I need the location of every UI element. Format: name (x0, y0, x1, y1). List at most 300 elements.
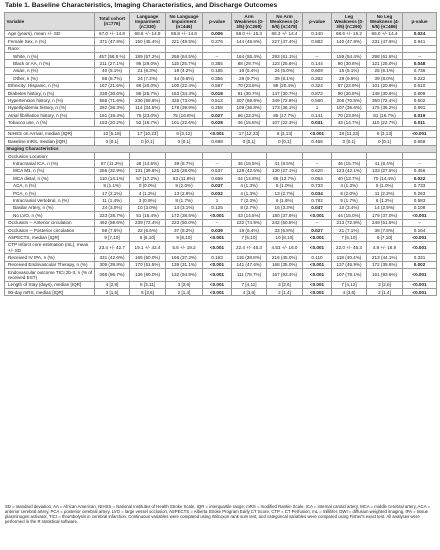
table-cell: 350 (72.4%) (367, 97, 403, 104)
table-cell: 88 (29.7%) (232, 60, 267, 67)
table-cell: 0.022 (403, 175, 437, 182)
table-cell (367, 153, 403, 160)
table-cell: 96 (29.0%) (130, 60, 166, 67)
row-label: MCA M1, n (%) (5, 167, 95, 174)
row-label: ASPECTS, median [IQR] (5, 234, 95, 241)
table-cell: 268 (64.5%) (166, 52, 203, 59)
table-cell: 223 (50.0%) (166, 219, 203, 226)
table-cell: 4.53 +/- 16.0 (267, 241, 303, 254)
table-row (5, 82, 437, 89)
table-cell: 44 (9.8%) (166, 75, 203, 82)
table-cell (267, 153, 303, 160)
table-cell: 0 [0,1] (130, 138, 166, 145)
table-cell: 101 (22.6%) (166, 119, 203, 126)
header-cell: No Leg Weakness (4-5/5) (n=486) (367, 13, 403, 31)
table-cell: 43 (14.5%) (232, 212, 267, 219)
table-cell: 0.163 (203, 254, 232, 261)
table-cell: 231 (47.6%) (367, 38, 403, 45)
table-cell: 68.6 +/- 15.2 (332, 30, 367, 37)
table-row (5, 175, 437, 182)
table-cell: 38 (7.8%) (367, 226, 403, 233)
row-label: No LVO, n (%) (5, 212, 95, 219)
table-cell: 0.782 (303, 197, 332, 204)
table-cell: 151 (19.4%) (95, 112, 130, 119)
row-label: Tobacco use, n (%) (5, 119, 95, 126)
baseline-section (5, 30, 437, 126)
table-cell: 68.0 +/- 15.3 (232, 30, 267, 37)
table-cell: 44 (15.0%) (332, 212, 367, 219)
table-cell: 5 (1.0%) (367, 182, 403, 189)
table-cell: 293 (61.1%) (267, 52, 303, 59)
table-cell: 6 [3,13] (367, 130, 403, 137)
table-cell: 0.034 (303, 190, 332, 197)
table-cell: 2 [1,4] (166, 289, 203, 296)
table-cell: 0.064 (303, 175, 332, 182)
table-cell: 7 [4,12] (332, 281, 367, 288)
table-cell: 161 (93.6%) (367, 269, 403, 282)
table-cell: 43 (14.7%) (332, 119, 367, 126)
table-cell: 223 (28.7%) (95, 212, 130, 219)
table-cell (130, 45, 166, 52)
table-cell: 17 (2.1%) (95, 190, 130, 197)
baseline-table (4, 12, 437, 296)
row-label: White, n (%) (5, 52, 95, 59)
table-cell: 0.698 (203, 138, 232, 145)
table-cell: 4 (1.3%) (332, 182, 367, 189)
table-cell: 238 (30.6%) (95, 89, 130, 96)
table-cell: 25 (5.1%) (367, 67, 403, 74)
table-cell: 70 (23.6%) (232, 82, 267, 89)
table-cell: 111 (78.7%) (232, 269, 267, 282)
row-label: Baseline mRS, median [IQR] (5, 138, 95, 145)
table-cell: <0.001 (303, 261, 332, 268)
table-cell: <0.001 (303, 289, 332, 296)
table-cell: 29 (9.7%) (232, 75, 267, 82)
table-cell (267, 45, 303, 52)
table-cell: -- (303, 52, 332, 59)
table-cell (95, 45, 130, 52)
table-cell: 556 (71.6%) (95, 97, 130, 104)
table-cell: <0.001 (403, 241, 437, 254)
table-cell: 68.6 +/- 14.9 (130, 30, 166, 37)
table-row (5, 281, 437, 288)
table-cell: 0.891 (403, 104, 437, 111)
table-cell: 457 (58.8 %) (95, 52, 130, 59)
table-cell: 221 (49.5%) (166, 38, 203, 45)
table-cell: 7 [4,11] (232, 281, 267, 288)
table-cell: 0.620 (303, 167, 332, 174)
row-label: NIHSS on Arrival, median [IQR] (5, 130, 95, 137)
table-cell: 24 (5.0%) (267, 67, 303, 74)
table-row (5, 182, 437, 189)
table-row (5, 153, 437, 160)
table-row (5, 45, 437, 52)
table-cell: <0.001 (203, 234, 232, 241)
row-label: Race: (5, 45, 95, 52)
table-cell: 0.510 (403, 82, 437, 89)
table-cell: 0.276 (203, 38, 232, 45)
table-cell: 131 (39.6%) (130, 167, 166, 174)
table-row (5, 219, 437, 226)
table-cell: 19 (6.4%) (232, 226, 267, 233)
table-cell: 0.583 (403, 197, 437, 204)
table-cell: 180 (37.6%) (267, 212, 303, 219)
table-cell: 67.0 +/- 14.8 (95, 30, 130, 37)
table-cell: 9 (1.1%) (95, 182, 130, 189)
table-cell: 173 (36.1%) (267, 104, 303, 111)
table-cell (130, 153, 166, 160)
table-cell: 19 (4.2%) (166, 67, 203, 74)
table-row (5, 234, 437, 241)
row-label: ACA, n (%) (5, 182, 95, 189)
table-cell: 0.560 (303, 97, 332, 104)
table-cell: 6 (2.0%) (332, 190, 367, 197)
table-cell: 7 [5,10] (232, 234, 267, 241)
table-cell: 172 (38.5%) (166, 212, 203, 219)
table-cell (232, 45, 267, 52)
table-cell: 66.0 +/- 14.4 (367, 30, 403, 37)
row-label: CTP Infarct core estimation (mL), mean +/- SD (5, 241, 95, 254)
table-cell: 0 [0,1] (267, 138, 303, 145)
table-title: Table 1. Baseline Characteristics, Imaging Characteristics, and Discharge Outcomes (5, 2, 278, 9)
imaging-header-section (5, 145, 437, 152)
table-cell: 0.669 (203, 175, 232, 182)
table-cell: 298 (61.6%) (367, 52, 403, 59)
table-row (5, 160, 437, 167)
table-cell: 0 [0,1] (166, 138, 203, 145)
table-cell: 0 (0.0%) (130, 182, 166, 189)
table-cell: 0.047 (303, 204, 332, 211)
table-cell: 179 (37.0%) (367, 212, 403, 219)
header-cell: Arm Weakness (0-3/5) (n=298) (232, 13, 267, 31)
row-label: 90-day mRS, median [IQR] (5, 289, 95, 296)
table-cell: 13 (2.7%) (267, 190, 303, 197)
table-cell: 0.882 (303, 38, 332, 45)
table-row (5, 52, 437, 59)
table-cell: 189 (57.2%) (130, 52, 166, 59)
table-cell: 0.941 (403, 38, 437, 45)
table-row (5, 289, 437, 296)
table-cell: 123 (25.6%) (267, 60, 303, 67)
table-cell: <0.001 (203, 241, 232, 254)
table-cell (303, 153, 332, 160)
table-cell: 0.018 (203, 89, 232, 96)
table-cell: 66.3 +/- 14.4 (267, 30, 303, 37)
table-row (5, 130, 437, 137)
table-cell: 0.039 (203, 226, 232, 233)
table-cell: 70 (23.9%) (332, 112, 367, 119)
table-cell: 0.031 (303, 119, 332, 126)
table-cell: 0.263 (403, 190, 437, 197)
table-cell: 1 (203, 197, 232, 204)
table-row (5, 97, 437, 104)
table-cell: 141 (47.6%) (232, 261, 267, 268)
table-row (5, 204, 437, 211)
row-label: Female Sex, n (%) (5, 38, 95, 45)
table-cell: 3 [2,6] (166, 281, 203, 288)
table-cell: 66 (20.0%) (130, 82, 166, 89)
table-cell: 41 (8.5%) (267, 160, 303, 167)
table-cell: 114 (34.5%) (130, 104, 166, 111)
table-cell: 0.002 (403, 261, 437, 268)
table-cell: 206 (70.5%) (332, 97, 367, 104)
table-cell: 0.140 (303, 30, 332, 37)
table-cell (166, 153, 203, 160)
table-cell: 125 (28.0%) (166, 167, 203, 174)
table-cell: 22.4 +/- 46.3 (232, 241, 267, 254)
table-cell: <0.001 (403, 234, 437, 241)
table-cell: 110 (14.1%) (95, 175, 130, 182)
table-cell: 0.027 (303, 226, 332, 233)
row-label: Other, n (%) (5, 75, 95, 82)
table-cell: 5 [3,6] (130, 289, 166, 296)
table-cell: 175 (36.2%) (367, 104, 403, 111)
table-cell: 0.282 (303, 75, 332, 82)
table-cell: 0.028 (203, 119, 232, 126)
table-cell: <0.001 (203, 281, 232, 288)
table-row (5, 167, 437, 174)
table-cell: 48 (14.5%) (130, 160, 166, 167)
header-cell: Variable (5, 13, 95, 31)
table-cell: 309 (39.8%) (95, 261, 130, 268)
table-cell: -- (403, 160, 437, 167)
table-cell: 81 (16.7%) (367, 112, 403, 119)
table-cell: 349 (72.8%) (267, 97, 303, 104)
table-cell: 0 [0,1] (367, 138, 403, 145)
table-cell: -- (303, 219, 332, 226)
table-cell: -- (303, 160, 332, 167)
table-cell: <0.001 (303, 269, 332, 282)
table-cell: 242 (50.5%) (267, 219, 303, 226)
table-cell: 144 (48.6%) (232, 38, 267, 45)
table-cell: 85 (25.7%) (130, 89, 166, 96)
table-cell: 4 [3,6] (332, 289, 367, 296)
table-cell (332, 153, 367, 160)
table-cell: 268 (86.7%) (95, 269, 130, 282)
table-cell: <0.001 (203, 269, 232, 282)
table-row (5, 75, 437, 82)
table-cell: 137 (46.9%) (332, 261, 367, 268)
table-cell: 166 (37.2%) (166, 254, 203, 261)
table-cell: 0.125 (203, 204, 232, 211)
table-cell: 0.141 (303, 112, 332, 119)
table-row (5, 190, 437, 197)
table-cell (203, 45, 232, 52)
table-cell: 0.537 (203, 167, 232, 174)
table-cell: 76 (23.0%) (130, 112, 166, 119)
table-cell: 9 [7,10] (95, 234, 130, 241)
row-label: PCA, n (%) (5, 190, 95, 197)
table-cell: 51 (15.4%) (130, 212, 166, 219)
row-label: Basilar Artery, n (%) (5, 204, 95, 211)
table-cell: 90 (30.8%) (332, 89, 367, 96)
row-label: Occlusion -- Anterior circulation (5, 219, 95, 226)
table-cell: 170 (51.5%) (130, 261, 166, 268)
table-cell: <0.001 (303, 212, 332, 219)
table-cell: 136 (80.0%) (130, 269, 166, 282)
table-cell: 133 (27.5%) (367, 167, 403, 174)
table-cell: 0.019 (403, 112, 437, 119)
table-cell: 227 (47.4%) (267, 38, 303, 45)
table-cell: 0.733 (303, 182, 332, 189)
table-cell: 10 [8,10] (267, 234, 303, 241)
header-cell: Language Impairment (n=330) (130, 13, 166, 31)
row-label: Received Endovascular Therapy, n (%) (5, 261, 95, 268)
table-cell: 0.736 (403, 67, 437, 74)
row-label: Intracranial Vertebral, n (%) (5, 197, 95, 204)
table-cell: <0.001 (403, 212, 437, 219)
table-cell: 41 (8.4%) (367, 160, 403, 167)
table-row (5, 138, 437, 145)
table-cell: 67 (22.9%) (332, 82, 367, 89)
table-cell: <0.001 (203, 130, 232, 137)
table-cell: 462 (59.6%) (95, 219, 130, 226)
table-cell: 16 (5.4%) (232, 67, 267, 74)
table-cell: 0.609 (303, 67, 332, 74)
table-row (5, 67, 437, 74)
table-cell: 66 (22.2%) (232, 112, 267, 119)
table-cell: 9 (2.0%) (166, 182, 203, 189)
table-cell: 0.258 (203, 104, 232, 111)
table-cell: 121 (25.0%) (367, 60, 403, 67)
table-cell: 3 (0.9%) (130, 197, 166, 204)
table-cell: 230 (69.6%) (130, 97, 166, 104)
table-cell: 58 (7.6%) (95, 226, 130, 233)
table-cell: 17 [12,23] (232, 130, 267, 137)
table-cell: 5.6 +/- 19.2 (166, 241, 203, 254)
table-cell: 249 (51.5%) (367, 219, 403, 226)
table-cell: 0 [0,1] (232, 138, 267, 145)
row-label: Occlusion -- Posterior circulation (5, 226, 95, 233)
table-cell (95, 153, 130, 160)
table-cell (367, 45, 403, 52)
table-cell: 167 (21.6%) (95, 82, 130, 89)
table-cell: 40 (13.7%) (332, 175, 367, 182)
table-cell: 16 (3.3%) (267, 204, 303, 211)
table-cell: 216 (45.0%) (267, 254, 303, 261)
table-cell: 22.0 +/- 45.3 (332, 241, 367, 254)
table-cell: 331 (42.6%) (95, 254, 130, 261)
header-cell: Leg Weakness (0-3/5) (n=290) (332, 13, 367, 31)
table-cell: 0.324 (303, 82, 332, 89)
table-cell: 57 (17.2%) (130, 175, 166, 182)
table-cell: 0.027 (203, 112, 232, 119)
table-cell: 165 (50.0%) (130, 254, 166, 261)
table-cell: 148 (30.6%) (367, 89, 403, 96)
table-cell: 23.4 +/- 42.7 (95, 241, 130, 254)
table-cell: 19.1 +/- 42.4 (130, 241, 166, 254)
table-cell: 85 (17.7%) (267, 112, 303, 119)
table-cell: 107 (36.6%) (332, 104, 367, 111)
table-cell: 52 (15.7%) (130, 119, 166, 126)
table-cell: 0.658 (403, 138, 437, 145)
table-cell: 115 (38.8%) (232, 254, 267, 261)
table-cell: 107 (22.3%) (267, 119, 303, 126)
table-row (5, 89, 437, 96)
table-cell: 4 [3,6] (232, 289, 267, 296)
table-cell: 0.355 (203, 60, 232, 67)
table-cell: 39 (8.1%) (267, 75, 303, 82)
table-cell: 98 (20.4%) (267, 82, 303, 89)
table-cell: 0.602 (403, 97, 437, 104)
table-cell: -- (203, 219, 232, 226)
table-cell: 128 (42.5%) (232, 167, 267, 174)
table-cell: 0.809 (403, 89, 437, 96)
table-cell: 239 (72.4%) (130, 219, 166, 226)
table-cell: 147 (30.7%) (267, 89, 303, 96)
table-cell: 5 (1.7%) (332, 197, 367, 204)
severity-section (5, 130, 437, 145)
table-cell: <0.001 (303, 234, 332, 241)
table-cell: 0.011 (403, 119, 437, 126)
row-label: Hyperlipidemia history, n (%) (5, 104, 95, 111)
table-cell: 7 [5,10] (332, 234, 367, 241)
table-cell: 8 [6,10] (130, 234, 166, 241)
header-row (5, 13, 437, 31)
table-row (5, 38, 437, 45)
table-cell: -- (203, 160, 232, 167)
table-cell: 0.048 (403, 60, 437, 67)
table-row (5, 254, 437, 261)
table-row (5, 269, 437, 282)
table-row (5, 197, 437, 204)
table-cell: 0.597 (203, 82, 232, 89)
table-cell: 0 [0,1] (95, 138, 130, 145)
table-cell: <0.001 (203, 261, 232, 268)
table-cell: 282 (36.3%) (95, 104, 130, 111)
table-cell: <0.001 (403, 130, 437, 137)
table-cell: 3 [2,6] (267, 281, 303, 288)
table-row (5, 112, 437, 119)
table-row (5, 60, 437, 67)
table-cell: <0.001 (303, 130, 332, 137)
table-cell: 0.110 (303, 254, 332, 261)
table-cell: 6 (1.2%) (367, 197, 403, 204)
table-cell: 153 (34.3%) (166, 89, 203, 96)
table-cell (166, 45, 203, 52)
table-cell: 87 (11.2%) (95, 160, 130, 167)
table-cell: 10 [5,18] (95, 130, 130, 137)
table-row (5, 226, 437, 233)
table-cell (232, 153, 267, 160)
table-cell: 211 (27.1%) (95, 60, 130, 67)
table-cell: 29 (9.9%) (332, 75, 367, 82)
header-cell: p-value (203, 13, 232, 31)
table-cell: 172 (35.6%) (367, 261, 403, 268)
table-cell: 8 (1.7%) (166, 197, 203, 204)
header-cell: Total cohort (n=776) (95, 13, 130, 31)
table-cell: 65.8 +/- 14.6 (166, 30, 203, 37)
table-cell: 107 (78.1%) (332, 269, 367, 282)
row-label: Asian, n (%) (5, 67, 95, 74)
table-cell: 207 (69.9%) (232, 97, 267, 104)
table-cell: 9 [8,10] (166, 234, 203, 241)
table-cell: 8 (2.7%) (232, 204, 267, 211)
table-cell (332, 45, 367, 52)
table-cell: 11 (1.4%) (95, 197, 130, 204)
table-cell: 256 (32.9%) (95, 167, 130, 174)
table-cell: 66 (13.7%) (267, 175, 303, 182)
table-cell: 0.222 (403, 75, 437, 82)
table-cell: 4 [2,8] (95, 281, 130, 288)
table-cell: 0.513 (203, 97, 232, 104)
table-cell: 2 [1,4] (267, 289, 303, 296)
table-cell: 6 [3,13] (267, 130, 303, 137)
table-cell (303, 45, 332, 52)
table-cell: 213 (72.9%) (332, 219, 367, 226)
table-cell: 53 (11.8%) (166, 175, 203, 182)
table-cell: 0.108 (403, 204, 437, 211)
